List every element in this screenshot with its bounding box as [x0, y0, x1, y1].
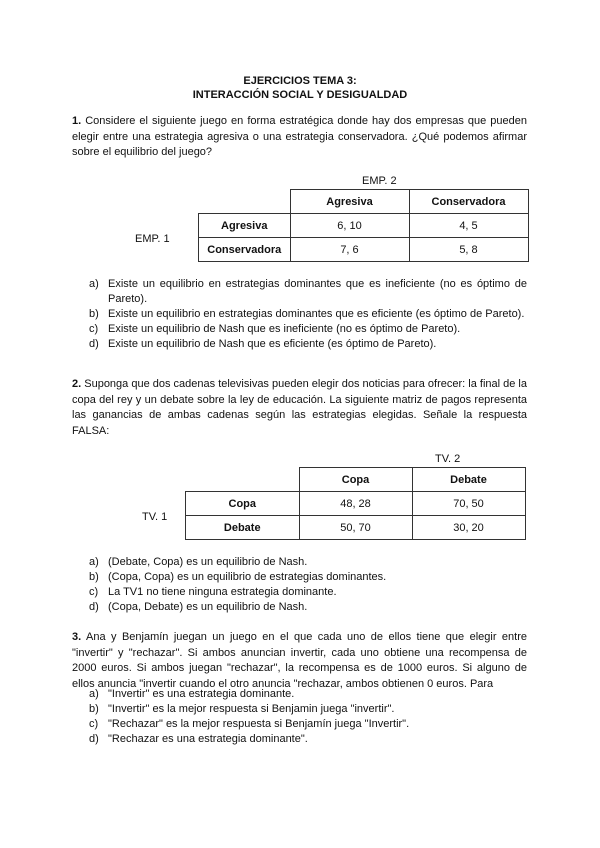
payoff-table-1 [198, 189, 529, 262]
table-row-header: Debate [186, 516, 300, 540]
table-cell: 4, 5 [409, 214, 528, 238]
option-a: a) "Invertir" es una estrategia dominante. [89, 688, 295, 700]
option-a: a) Existe un equilibrio en estrategias dominantes que es ineficiente (no es óptimo de Pareto). [89, 278, 527, 305]
question-2-text [72, 377, 527, 439]
question-1-body: Considere el siguiente juego en forma estratégica donde hay dos empresas que pueden elegir entre una estrategia agresiva o una estrategia conservadora. ¿Qué podemos afirmar sobre el equilibrio del juego? [72, 115, 527, 158]
option-d: d) Existe un equilibrio de Nash que es eficiente (es óptimo de Pareto). [89, 338, 437, 350]
table-cell: 5, 8 [409, 238, 528, 262]
option-b: b) Existe un equilibrio en estrategias dominantes que es eficiente (es óptimo de Pareto). [89, 308, 525, 320]
document-title-line2: INTERACCIÓN SOCIAL Y DESIGUALDAD [192, 89, 408, 101]
document-title-line1: EJERCICIOS TEMA 3: [243, 75, 357, 87]
table-col-header: Copa [299, 468, 412, 492]
table-header-row [199, 190, 529, 214]
table-cell: 50, 70 [299, 516, 412, 540]
option-d: d) (Copa, Debate) es un equilibrio de Nash. [89, 601, 308, 613]
question-3-text [72, 630, 527, 692]
option-c: c) "Rechazar" es la mejor respuesta si Benjamín juega "Invertir". [89, 718, 410, 730]
question-3-body: Ana y Benjamín juegan un juego en el que cada uno de ellos tiene que elegir entre "invertir" y "rechazar". Si ambos anuncian invertir, cada uno obtiene una recompensa de 2000 euros. Si ambos juegan "rechazar", la recompensa es de 1000 euros. Si alguno de ellos anuncia "invertir cuando el otro anuncia "rechazar, ambos obtienen 0 euros. Para [72, 631, 527, 690]
table-row [186, 492, 526, 516]
table-row-header: Conservadora [199, 238, 291, 262]
question-2-number: 2. [72, 378, 82, 390]
table-row [199, 214, 529, 238]
payoff-table-2-col-player: TV. 2 [435, 453, 461, 465]
option-b: b) "Invertir" es la mejor respuesta si Benjamin juega "invertir". [89, 703, 395, 715]
question-2-options [89, 555, 527, 615]
question-3-number: 3. [72, 631, 82, 643]
question-1-number: 1. [72, 115, 82, 127]
table-row [186, 516, 526, 540]
table-cell: 48, 28 [299, 492, 412, 516]
table-col-header: Debate [412, 468, 525, 492]
table-corner [186, 468, 300, 492]
payoff-table-1-row-player: EMP. 1 [135, 233, 170, 245]
table-corner [199, 190, 291, 214]
table-row [199, 238, 529, 262]
question-2-body: Suponga que dos cadenas televisivas pueden elegir dos noticias para ofrecer: la final de la copa del rey y un debate sobre la ley de educación. La siguiente matriz de pagos representa las ganancias de ambas cadenas según las estrategias elegidas. Señale la respuesta FALSA: [72, 378, 527, 437]
payoff-table-1-col-player: EMP. 2 [362, 175, 397, 187]
option-a: a) (Debate, Copa) es un equilibrio de Nash. [89, 556, 308, 568]
question-1-text [72, 114, 527, 161]
option-c: c) Existe un equilibrio de Nash que es ineficiente (no es óptimo de Pareto). [89, 323, 461, 335]
payoff-table-2-row-player: TV. 1 [142, 511, 168, 523]
table-row-header: Copa [186, 492, 300, 516]
table-cell: 70, 50 [412, 492, 525, 516]
payoff-table-2 [185, 467, 526, 540]
table-header-row [186, 468, 526, 492]
table-cell: 30, 20 [412, 516, 525, 540]
table-col-header: Conservadora [409, 190, 528, 214]
question-1-options [89, 277, 527, 352]
table-cell: 7, 6 [290, 238, 409, 262]
option-b: b) (Copa, Copa) es un equilibrio de estrategias dominantes. [89, 571, 387, 583]
table-col-header: Agresiva [290, 190, 409, 214]
table-row-header: Agresiva [199, 214, 291, 238]
table-cell: 6, 10 [290, 214, 409, 238]
option-d: d) "Rechazar es una estrategia dominante". [89, 733, 308, 745]
option-c: c) La TV1 no tiene ninguna estrategia dominante. [89, 586, 337, 598]
question-3-options [89, 687, 527, 747]
